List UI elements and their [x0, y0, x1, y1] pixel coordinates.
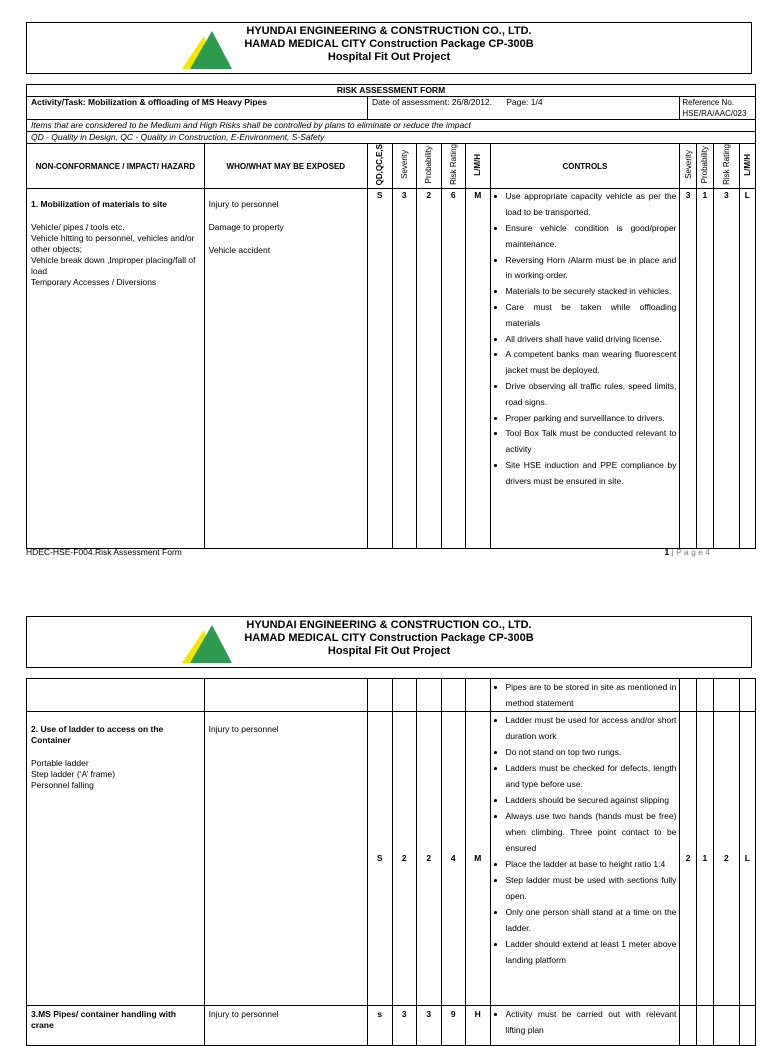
- controls-cell: [490, 679, 680, 712]
- exposed-item: Injury to personnel: [204, 1006, 367, 1046]
- residual-severity: 3: [680, 189, 696, 549]
- page-indicator: Page: 1/4: [506, 97, 543, 107]
- hazard-line: Vehicle/ pipes / tools etc.: [31, 222, 125, 233]
- project-name: Hospital Fit Out Project: [327, 645, 451, 657]
- col-residual-risk: Risk Rating: [721, 144, 731, 186]
- control-item: • Ladders must be checked for defects, length and type before use.: [506, 760, 677, 792]
- exposed-cell: [204, 712, 367, 1006]
- probability-value: 3: [417, 1006, 442, 1046]
- severity-value: 2: [392, 712, 417, 1006]
- probability-value: 2: [417, 189, 442, 549]
- assessment-info: [368, 97, 680, 120]
- form-code: HDEC-HSE-F004.Risk Assessment Form: [26, 547, 182, 557]
- residual-lmh: L: [739, 189, 755, 549]
- lmh-value: M: [466, 189, 491, 549]
- hazard-line: Vehicle break down ,Improper placing/fall of load: [31, 255, 196, 277]
- form-title: RISK ASSESSMENT FORM: [27, 85, 756, 97]
- col-hazard: NON-CONFORMANCE / IMPACT/ HAZARD: [27, 144, 205, 189]
- col-lmh: L/M/H: [473, 153, 483, 176]
- control-item: • Materials to be securely stacked in vehicles.: [506, 284, 677, 300]
- table-row: [27, 189, 756, 549]
- col-risk-rating: Risk Rating: [448, 144, 458, 186]
- control-item: • Site HSE induction and PPE compliance by drivers must be ensured in site.: [506, 458, 677, 490]
- severity-value: 3: [392, 189, 417, 549]
- control-item: • Place the ladder at base to height ratio 1:4: [506, 856, 677, 872]
- table-row: [27, 712, 756, 1006]
- risk-value: 4: [441, 712, 466, 1006]
- control-item: • Only one person shall stand at a time on the ladder.: [506, 904, 677, 936]
- col-controls: CONTROLS: [490, 144, 680, 189]
- control-item: • Ladder should extend at least 1 meter above landing platform: [506, 936, 677, 968]
- hazard-title: 1. Mobilization of materials to site: [31, 199, 168, 210]
- col-probability: Probability: [424, 145, 434, 184]
- page-footer: [664, 547, 710, 557]
- controls-cell: [490, 189, 680, 549]
- lmh-value: H: [466, 1006, 491, 1046]
- control-item: • Pipes are to be stored in site as mentioned in method statement: [506, 679, 677, 711]
- col-severity: Severity: [399, 150, 409, 180]
- control-item: • Ensure vehicle condition is good/proper maintenance.: [506, 221, 677, 253]
- type-value: s: [368, 1006, 393, 1046]
- risk-table-page2: [26, 678, 756, 1046]
- exposed-item: Injury to personnel: [208, 724, 279, 734]
- residual-lmh: L: [739, 712, 755, 1006]
- hazard-title: 2. Use of ladder to access on the Container: [31, 724, 164, 745]
- control-item: • Do not stand on top two rungs.: [506, 744, 677, 760]
- page-number: 1: [664, 547, 670, 557]
- residual-severity: 2: [680, 712, 696, 1006]
- control-item: • Ladder must be used for access and/or short duration work: [506, 712, 677, 744]
- exposed-cell: [204, 189, 367, 549]
- controls-cell: [490, 1006, 680, 1046]
- hazard-cell: [27, 712, 205, 1006]
- control-item: • Tool Box Talk must be conducted relevant to activity: [506, 426, 677, 458]
- control-item: • Drive observing all traffic rules, speed limits, road signs.: [506, 379, 677, 411]
- control-item: • Activity must be carried out with relevant lifting plan: [506, 1006, 677, 1038]
- col-type: QD,QC,E,S: [375, 144, 385, 186]
- exposed-item: Vehicle accident: [208, 245, 271, 256]
- residual-risk: 2: [714, 712, 740, 1006]
- hazard-line: Vehicle hitting to personnel, vehicles and/or other objects;: [31, 233, 195, 255]
- control-item: • Step ladder must be used with sections fully open.: [506, 872, 677, 904]
- residual-probability: 1: [696, 712, 713, 1006]
- hazard-line: Personnel falling: [31, 780, 94, 790]
- legend-note: QD - Quality in Design, QC - Quality in Construction, E-Environment, S-Safety: [27, 132, 756, 144]
- hazard-cell: [27, 189, 205, 549]
- company-name: HYUNDAI ENGINEERING & CONSTRUCTION CO., LTD.: [246, 619, 532, 631]
- control-item: • Care must be taken while offloading materials: [506, 300, 677, 332]
- control-item: • Proper parking and surveillance to drivers.: [506, 411, 677, 427]
- package-name: HAMAD MEDICAL CITY Construction Package CP-300B: [244, 632, 534, 644]
- table-row: [27, 1006, 756, 1046]
- risk-value: 9: [441, 1006, 466, 1046]
- probability-value: 2: [417, 712, 442, 1006]
- control-item: • A competent banks man wearing fluorescent jacket must be deployed.: [506, 347, 677, 379]
- control-item: • Always use two hands (hands must be free) when climbing. Three point contact to be ensured: [506, 808, 677, 856]
- company-name: HYUNDAI ENGINEERING & CONSTRUCTION CO., LTD.: [246, 25, 532, 37]
- table-row: [27, 679, 756, 712]
- residual-probability: 1: [696, 189, 713, 549]
- col-residual-lmh: L/M/H: [742, 153, 752, 176]
- lmh-value: M: [466, 712, 491, 1006]
- page-word: | P a g e 4: [671, 547, 710, 557]
- risk-table-page1: [26, 84, 756, 549]
- type-value: S: [368, 189, 393, 549]
- controls-cell: [490, 712, 680, 1006]
- residual-risk: 3: [714, 189, 740, 549]
- control-item: • All drivers shall have valid driving license.: [506, 332, 677, 348]
- control-item: • Ladders should be secured against slipping: [506, 792, 677, 808]
- package-name: HAMAD MEDICAL CITY Construction Package CP-300B: [244, 38, 534, 50]
- col-residual-probability: Probability: [700, 145, 710, 184]
- activity-task: Activity/Task: Mobilization & offloading of MS Heavy Pipes: [27, 97, 368, 120]
- hazard-line: Portable ladder: [31, 758, 89, 768]
- control-item: • Use appropriate capacity vehicle as per the load to be transported.: [506, 189, 677, 221]
- col-residual-severity: Severity: [683, 150, 693, 180]
- risk-note: Items that are considered to be Medium and High Risks shall be controlled by plans to eliminate or reduce the impact: [27, 120, 756, 132]
- exposed-item: Injury to personnel: [208, 199, 279, 210]
- hazard-line: Temporary Accesses / Diversions: [31, 277, 157, 288]
- severity-value: 3: [392, 1006, 417, 1046]
- type-value: S: [368, 712, 393, 1006]
- project-name: Hospital Fit Out Project: [327, 51, 451, 63]
- hazard-title: 3.MS Pipes/ container handling with crane: [27, 1006, 205, 1046]
- reference-number: Reference No. HSE/RA/AAC/023: [680, 97, 756, 120]
- hazard-line: Step ladder (‘A’ frame): [31, 769, 116, 779]
- risk-value: 6: [441, 189, 466, 549]
- exposed-item: Damage to property: [208, 222, 284, 233]
- page-header: [26, 22, 752, 74]
- control-item: • Reversing Horn /Alarm must be in place and in working order.: [506, 253, 677, 285]
- assessment-date: Date of assessment: 26/8/2012.: [372, 97, 493, 107]
- col-exposed: WHO/WHAT MAY BE EXPOSED: [204, 144, 367, 189]
- page-header-2: [26, 616, 752, 668]
